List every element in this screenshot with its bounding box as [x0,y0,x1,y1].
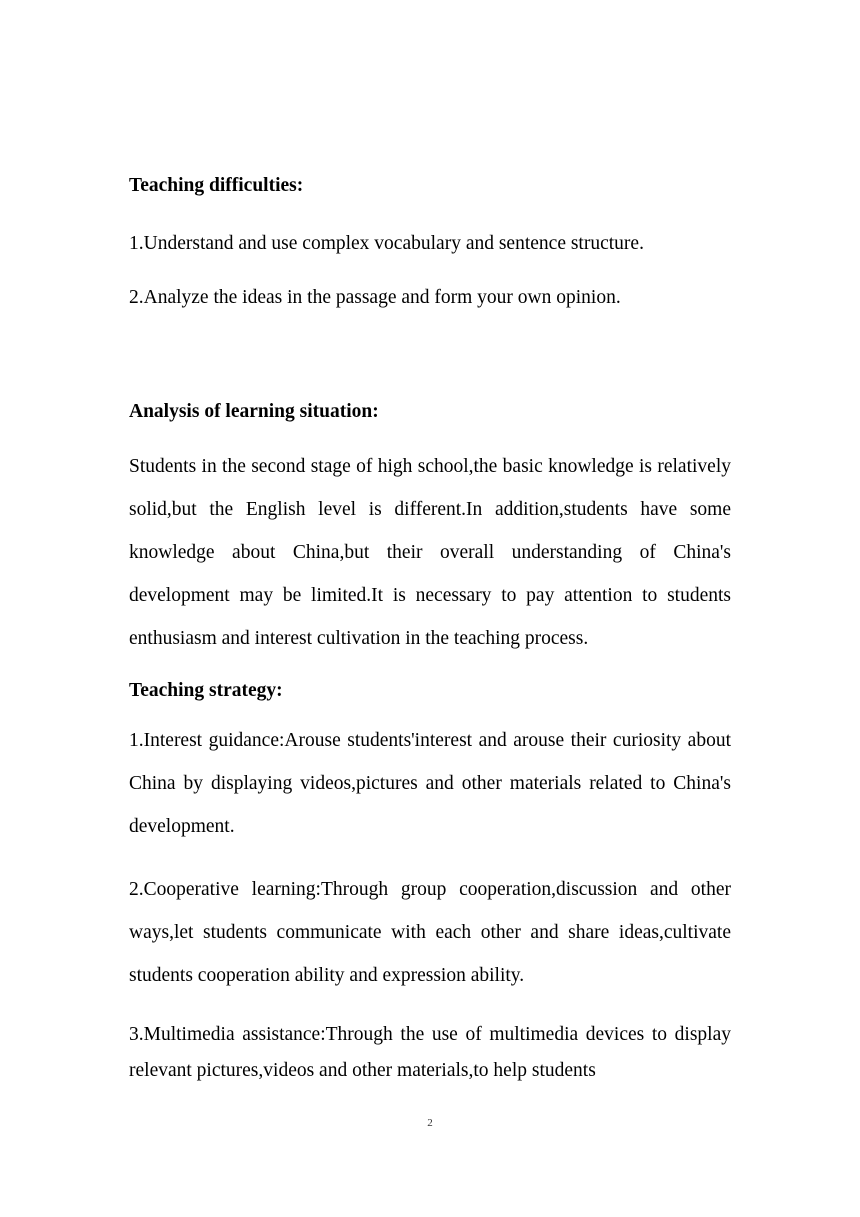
learning-situation-paragraph: Students in the second stage of high school,the basic knowledge is relatively solid,but the English level is different.In addition,students have some knowledge about China,but their overall understanding of China's development may be limited.It is necessary to pay attention to students enthusiasm and interest cultivation in the teaching process. [129,456,731,649]
learning-situation-heading: Analysis of learning situation: [129,401,379,422]
strategy-item-3: 3.Multimedia assistance:Through the use of multimedia devices to display relevant pictures,videos and other materials,to help students [129,1024,731,1081]
teaching-difficulties-heading: Teaching difficulties: [129,175,304,196]
teaching-strategy-heading: Teaching strategy: [129,680,283,701]
strategy-item-1: 1.Interest guidance:Arouse students'interest and arouse their curiosity about China by displaying videos,pictures and other materials related to China's development. [129,730,731,837]
difficulty-item-2: 2.Analyze the ideas in the passage and form your own opinion. [129,287,621,308]
difficulty-item-1: 1.Understand and use complex vocabulary and sentence structure. [129,233,644,254]
strategy-item-2: 2.Cooperative learning:Through group cooperation,discussion and other ways,let students communicate with each other and share ideas,cultivate students cooperation ability and expression ability. [129,879,731,986]
page-number: 2 [427,1117,433,1129]
document-body [129,173,731,1089]
